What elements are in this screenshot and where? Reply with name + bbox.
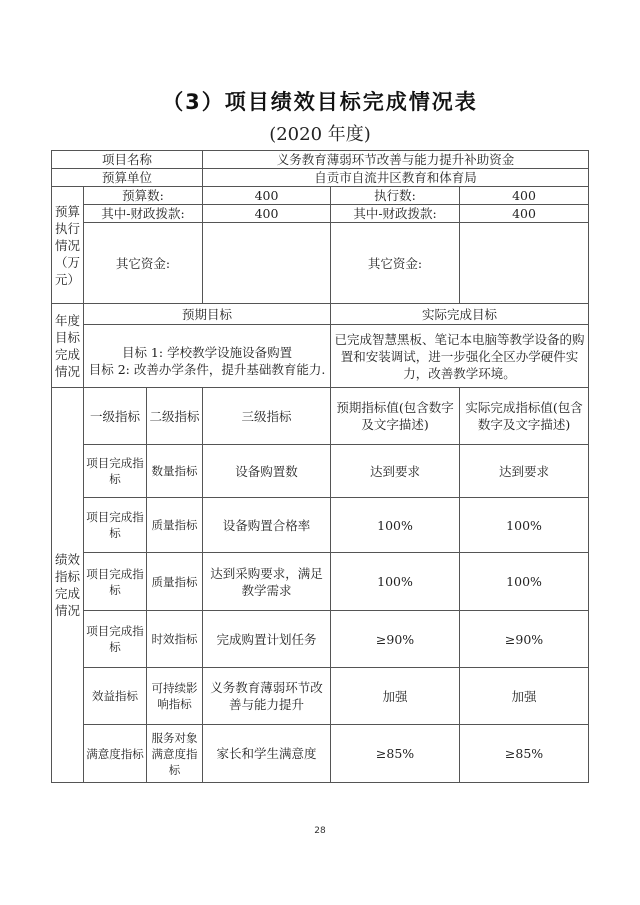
header-level1: 一级指标	[84, 388, 147, 445]
project-name-value: 义务教育薄弱环节改善与能力提升补助资金	[203, 151, 589, 169]
budget-section-label: 预算执行情况（万元）	[52, 187, 84, 304]
fiscal-label-budget: 其中-财政拨款:	[84, 205, 203, 223]
other-funds-label-budget: 其它资金:	[84, 223, 203, 304]
header-expected-value: 预期指标值(包含数字及文字描述)	[331, 388, 460, 445]
row-expected: 100%	[331, 553, 460, 611]
row-level1: 效益指标	[84, 668, 147, 725]
budget-unit-value: 自贡市自流井区教育和体育局	[203, 169, 589, 187]
performance-table	[51, 150, 589, 783]
fiscal-label-exec: 其中-财政拨款:	[331, 205, 460, 223]
row-expected: ≥90%	[331, 611, 460, 668]
row-level1: 满意度指标	[84, 725, 147, 783]
row-level1: 项目完成指标	[84, 611, 147, 668]
table-row	[52, 445, 589, 498]
annual-header-row	[52, 304, 589, 325]
annual-section-label: 年度目标完成情况	[52, 304, 84, 388]
row-expected: 100%	[331, 498, 460, 553]
expected-goals	[84, 325, 331, 388]
project-name-label: 项目名称	[52, 151, 203, 169]
exec-amount-label: 执行数:	[331, 187, 460, 205]
fiscal-value-exec: 400	[460, 205, 589, 223]
row-actual: 100%	[460, 553, 589, 611]
table-row	[52, 611, 589, 668]
row-level1: 项目完成指标	[84, 445, 147, 498]
project-name-row	[52, 151, 589, 169]
page-number: 28	[314, 826, 326, 836]
expected-goal-header: 预期目标	[84, 304, 331, 325]
row-expected: 达到要求	[331, 445, 460, 498]
header-level3: 三级指标	[203, 388, 331, 445]
row-level2: 时效指标	[147, 611, 203, 668]
row-level2: 质量指标	[147, 553, 203, 611]
indicator-header-row	[52, 388, 589, 445]
row-level3: 义务教育薄弱环节改善与能力提升	[203, 668, 331, 725]
table-row	[52, 668, 589, 725]
actual-goal-header: 实际完成目标	[331, 304, 589, 325]
budget-amount-value: 400	[203, 187, 331, 205]
row-level3: 完成购置计划任务	[203, 611, 331, 668]
budget-unit-row	[52, 169, 589, 187]
budget-row	[52, 187, 589, 205]
header-level2: 二级指标	[147, 388, 203, 445]
row-expected: ≥85%	[331, 725, 460, 783]
row-actual: ≥90%	[460, 611, 589, 668]
table-row	[52, 553, 589, 611]
table-row	[52, 725, 589, 783]
row-expected: 加强	[331, 668, 460, 725]
fiscal-value-budget: 400	[203, 205, 331, 223]
row-level1: 项目完成指标	[84, 553, 147, 611]
row-level2: 服务对象满意度指标	[147, 725, 203, 783]
fiscal-row	[52, 205, 589, 223]
row-level2: 可持续影响指标	[147, 668, 203, 725]
header-actual-value: 实际完成指标值(包含数字及文字描述)	[460, 388, 589, 445]
document-subtitle: (2020 年度)	[269, 124, 371, 145]
row-level2: 质量指标	[147, 498, 203, 553]
budget-amount-label: 预算数:	[84, 187, 203, 205]
other-funds-value-budget	[203, 223, 331, 304]
annual-content-row	[52, 325, 589, 388]
expected-goal-2: 目标 2: 改善办学条件，提升基础教育能力.	[88, 362, 326, 377]
row-level3: 达到采购要求，满足教学需求	[203, 553, 331, 611]
other-funds-row	[52, 223, 589, 304]
row-level3: 设备购置数	[203, 445, 331, 498]
row-actual: 加强	[460, 668, 589, 725]
document-title: （3）项目绩效目标完成情况表	[162, 90, 478, 114]
row-level1: 项目完成指标	[84, 498, 147, 553]
table-row	[52, 498, 589, 553]
actual-goal-text: 已完成智慧黑板、笔记本电脑等教学设备的购置和安装调试，进一步强化全区办学硬件实力，改善教学环境。	[331, 325, 589, 388]
expected-goal-1: 目标 1: 学校教学设施设备购置	[121, 345, 293, 360]
row-actual: ≥85%	[460, 725, 589, 783]
row-level3: 家长和学生满意度	[203, 725, 331, 783]
row-actual: 100%	[460, 498, 589, 553]
row-actual: 达到要求	[460, 445, 589, 498]
row-level2: 数量指标	[147, 445, 203, 498]
row-level3: 设备购置合格率	[203, 498, 331, 553]
other-funds-value-exec	[460, 223, 589, 304]
other-funds-label-exec: 其它资金:	[331, 223, 460, 304]
exec-amount-value: 400	[460, 187, 589, 205]
performance-section-label: 绩效指标完成情况	[52, 388, 84, 783]
budget-unit-label: 预算单位	[52, 169, 203, 187]
